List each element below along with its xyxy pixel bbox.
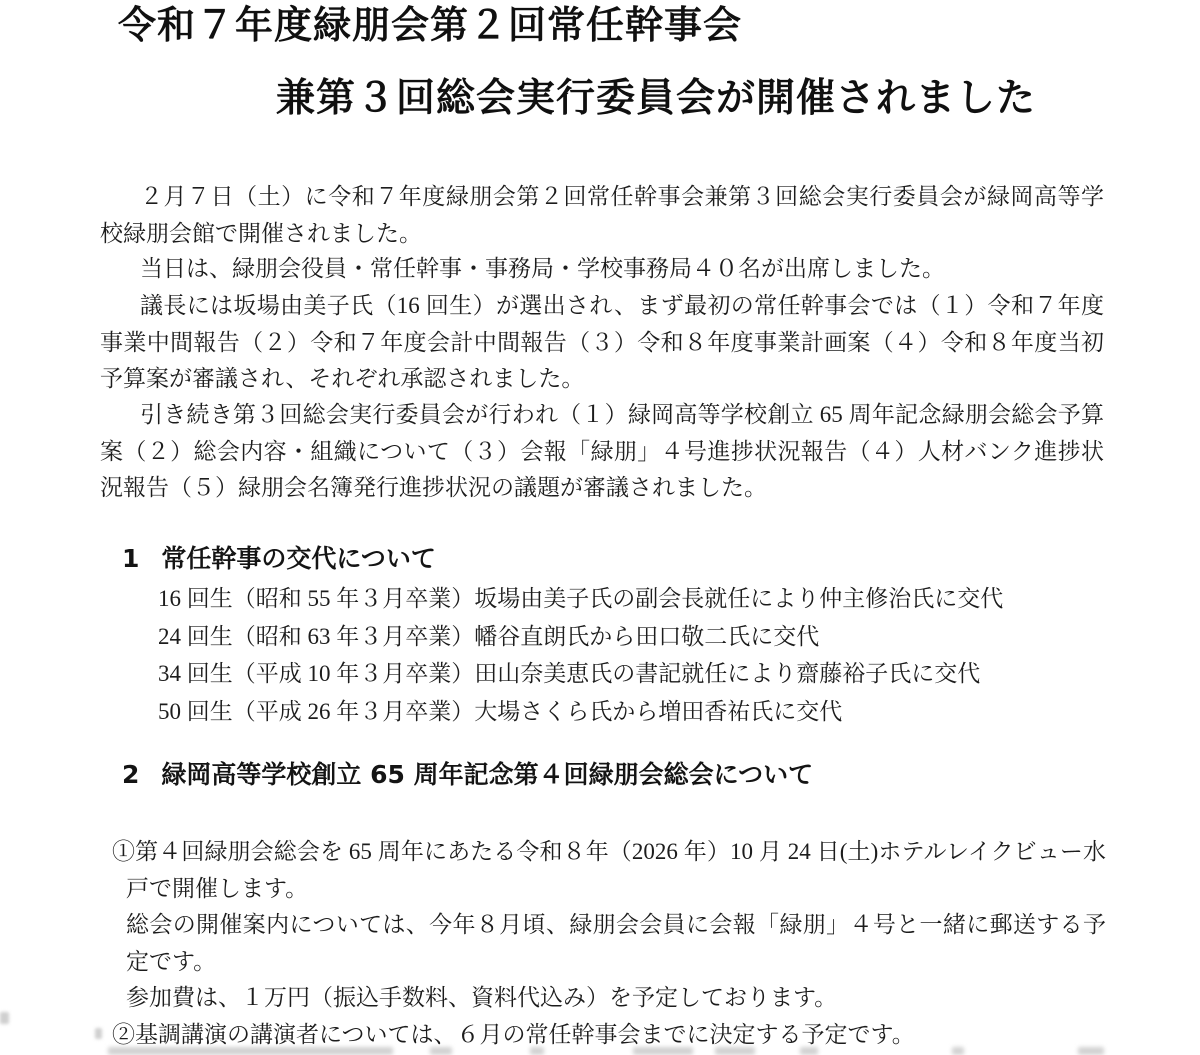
section2-number: 2 — [122, 760, 140, 789]
cutoff-smudge — [715, 1047, 755, 1055]
personnel-change-item-50: 50 回生（平成 26 年３月卒業）大場さくら氏から増田香祐氏に交代 — [158, 698, 843, 724]
section2-heading — [122, 759, 813, 791]
cutoff-smudge — [800, 1047, 818, 1055]
intro-paragraph-attendance: 当日は、緑朋会役員・常任幹事・事務局・学校事務局４０名が出席しました。 — [140, 256, 945, 281]
cutoff-smudge — [633, 1047, 693, 1055]
cutoff-text-remnant — [0, 1044, 1200, 1055]
cutoff-smudge — [1078, 1047, 1104, 1055]
section1-number: 1 — [122, 544, 140, 573]
meeting-detail-item-1-venue-date: ①第４回緑朋会総会を 65 周年にあたる令和８年（2026 年）10 月 24 日(土)ホテルレイクビュー水戸で開催します。 — [112, 839, 1106, 901]
meeting-detail-item-2-keynote-speaker: ②基調講演の講演者については、６月の常任幹事会までに決定する予定です。 — [112, 1021, 915, 1047]
cutoff-smudge — [108, 1047, 393, 1055]
document-title-line2: 兼第３回総会実行委員会が開催されました — [276, 76, 1037, 121]
meeting-detail-invitation-mailing: 総会の開催案内については、今年８月頃、緑朋会会員に会報「緑朋」４号と一緒に郵送する予定です。 — [126, 912, 1106, 974]
general-meeting-details — [112, 834, 1106, 1054]
intro-paragraph-executive-meeting: 議長には坂場由美子氏（16 回生）が選出され、まず最初の常任幹事会では（１）令和７年度事業中間報告（２）令和７年度会計中間報告（３）令和８年度事業計画案（４）令和８年度当初予算案が審議され、それぞれ承認されました。 — [100, 293, 1104, 392]
cutoff-smudge — [530, 1047, 544, 1055]
document-title-line1: 令和７年度緑朋会第２回常任幹事会 — [118, 3, 743, 47]
cutoff-smudge — [430, 1047, 452, 1055]
personnel-change-item-16: 16 回生（昭和 55 年３月卒業）坂場由美子氏の副会長就任により仲主修治氏に交代 — [158, 586, 1004, 611]
scan-artifact-speck — [95, 1028, 102, 1039]
section1-heading-text: 常任幹事の交代について — [161, 544, 436, 573]
intro-paragraph-opening: ２月７日（土）に令和７年度緑朋会第２回常任幹事会兼第３回総会実行委員会が緑岡高等学校緑朋会館で開催されました。 — [100, 184, 1104, 246]
cutoff-smudge — [952, 1047, 964, 1055]
scan-artifact-speck — [0, 1012, 9, 1024]
section2-heading-text: 緑岡高等学校創立 65 周年記念第４回緑朋会総会について — [161, 760, 814, 789]
intro-paragraph-committee-meeting: 引き続き第３回総会実行委員会が行われ（１）緑岡高等学校創立 65 周年記念緑朋会総会予算案（２）総会内容・組織について（３）会報「緑朋」４号進捗状況報告（４）人材バンク進捗状況報告（５）緑朋会名簿発行進捗状況の議題が審議されました。 — [100, 402, 1104, 501]
personnel-change-item-24: 24 回生（昭和 63 年３月卒業）幡谷直朗氏から田口敬二氏に交代 — [158, 623, 820, 649]
section1-heading — [122, 543, 436, 575]
personnel-change-list — [158, 580, 1003, 730]
personnel-change-item-34: 34 回生（平成 10 年３月卒業）田山奈美恵氏の書記就任により齋藤裕子氏に交代 — [158, 661, 981, 687]
meeting-detail-participation-fee: 参加費は、１万円（振込手数料、資料代込み）を予定しております。 — [126, 985, 838, 1011]
